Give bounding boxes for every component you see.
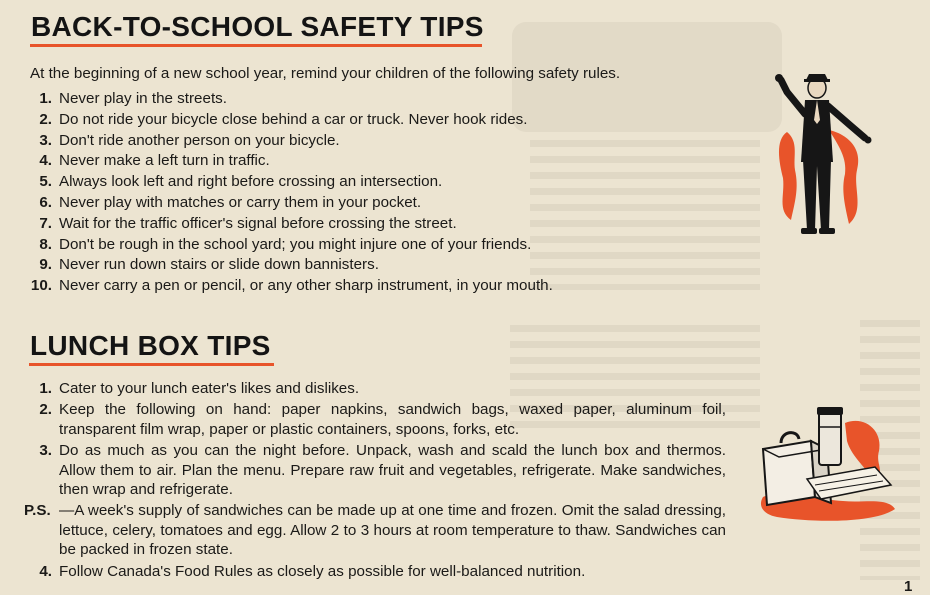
item-text: Don't ride another person on your bicycle. [59,131,340,149]
ps-label: P.S. [24,502,51,520]
item-number: 1. [39,380,52,397]
item-text: Keep the following on hand: paper napkins, sandwich bags, waxed paper, aluminum foil, transparent film wrap, paper or plastic containers, spoons, forks, etc. [59,401,726,438]
list-item [26,193,746,214]
list-item [26,441,726,499]
traffic-officer-icon [765,70,875,242]
item-number: 1. [39,90,52,107]
item-number: 9. [39,256,52,274]
list-item [26,235,746,256]
item-number: 6. [39,193,52,211]
item-text: Always look left and right before crossing an intersection. [59,173,443,191]
list-item [26,89,746,110]
list-item [26,562,726,581]
item-number: 3. [39,442,52,460]
list-item [26,172,746,193]
list-item [26,255,746,276]
list-item [26,379,726,398]
list-item [26,276,746,297]
item-number: 7. [39,214,52,232]
ps-text: —A week's supply of sandwiches can be made up at one time and frozen. Omit the salad dressing, lettuce, celery, tomatoes and egg. Allow 2 to 3 hours at room temperature to thaw. Sandwiches can be packed in frozen state. [59,502,726,559]
item-text: Never carry a pen or pencil, or any other sharp instrument, in your mouth. [59,277,553,295]
list-item [26,400,726,439]
safety-title-underline [30,44,482,47]
item-number: 5. [39,173,52,191]
lunch-title: LUNCH BOX TIPS [30,330,271,361]
lunch-title-underline [29,363,274,366]
list-item [26,110,746,131]
item-number: 4. [39,152,52,170]
lunch-list [26,379,726,583]
item-number: 10. [30,277,52,295]
item-text: Don't be rough in the school yard; you might injure one of your friends. [59,235,532,253]
item-text: Never make a left turn in traffic. [59,152,270,170]
item-text: Never play in the streets. [59,90,227,107]
safety-title: BACK-TO-SCHOOL SAFETY TIPS [31,11,484,42]
item-text: Cater to your lunch eater's likes and dislikes. [59,380,360,397]
item-text: Do not ride your bicycle close behind a car or truck. Never hook rides. [59,110,528,128]
item-number: 2. [39,401,52,419]
item-number: 3. [39,131,52,149]
item-number: 8. [39,235,52,253]
item-text: Wait for the traffic officer's signal before crossing the street. [59,214,457,232]
item-text: Never run down stairs or slide down bannisters. [59,256,379,274]
safety-intro: At the beginning of a new school year, remind your children of the following safety rules. [30,65,621,82]
list-item-ps [26,501,726,559]
item-text: Follow Canada's Food Rules as closely as possible for well-balanced nutrition. [59,562,586,580]
safety-list [26,89,746,297]
list-item [26,151,746,172]
item-text: Never play with matches or carry them in your pocket. [59,193,422,211]
page-number: 1 [904,578,913,595]
item-number: 2. [39,110,52,128]
lunch-box-icon [755,405,905,533]
item-number: 4. [39,562,52,580]
list-item [26,131,746,152]
list-item [26,214,746,235]
item-text: Do as much as you can the night before. Unpack, wash and scald the lunch box and thermos. Allow them to air. Plan the menu. Prepare raw fruit and vegetables, refrigerate. Make sandwiches, then wrap and refrigerate. [59,442,726,499]
